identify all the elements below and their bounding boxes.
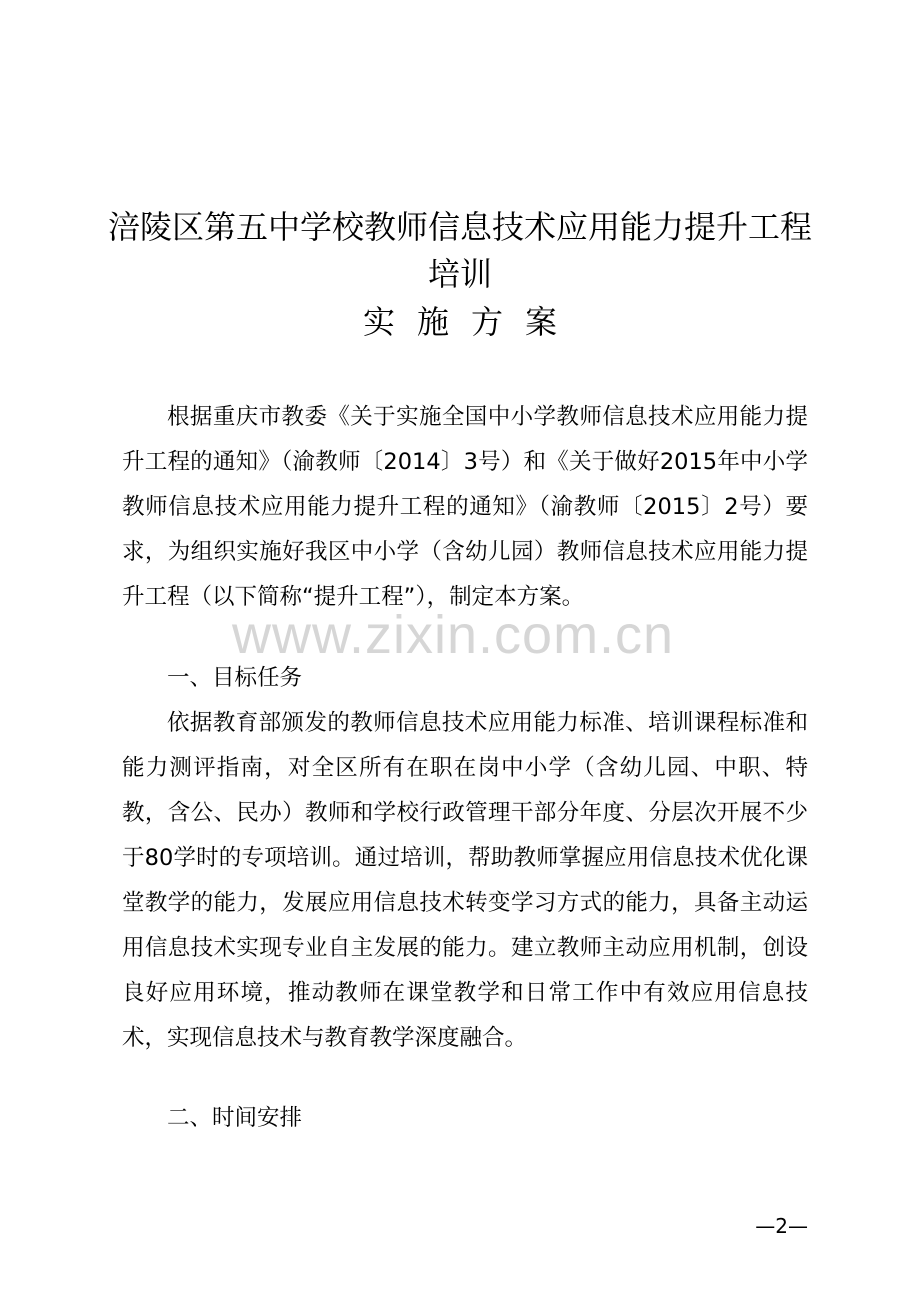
page-number: —2— [755,1214,808,1238]
watermark-text: www.zixin.com.cn [232,605,675,665]
document-title-line-3: 实施方案 [362,303,579,341]
document-title-line-1: 涪陵区第五中学校教师信息技术应用能力提升工程 [107,208,812,246]
paragraph-intro: 根据重庆市教委《关于实施全国中小学教师信息技术应用能力提升工程的通知》（渝教师〔2014〕3号）和《关于做好2015年中小学教师信息技术应用能力提升工程的通知》（渝教师〔2015〕2号）要求，为组织实施好我区中小学（含幼儿园）教师信息技术应用能力提升工程（以下简称“提升工程”），制定本方案。 [122,404,808,610]
paragraph-goals: 依据教育部颁发的教师信息技术应用能力标准、培训课程标准和能力测评指南，对全区所有在职在岗中小学（含幼儿园、中职、特教，含公、民办）教师和学校行政管理干部分年度、分层次开展不少于80学时的专项培训。通过培训，帮助教师掌握应用信息技术优化课堂教学的能力，发展应用信息技术转变学习方式的能力，具备主动运用信息技术实现专业自主发展的能力。建立教师主动应用机制，创设良好应用环境，推动教师在课堂教学和日常工作中有效应用信息技术，实现信息技术与教育教学深度融合。 [122,710,808,1051]
section-heading-goals: 一、目标任务 [167,665,303,691]
document-title-line-2: 培训 [427,255,492,293]
section-heading-schedule: 二、时间安排 [167,1105,303,1131]
